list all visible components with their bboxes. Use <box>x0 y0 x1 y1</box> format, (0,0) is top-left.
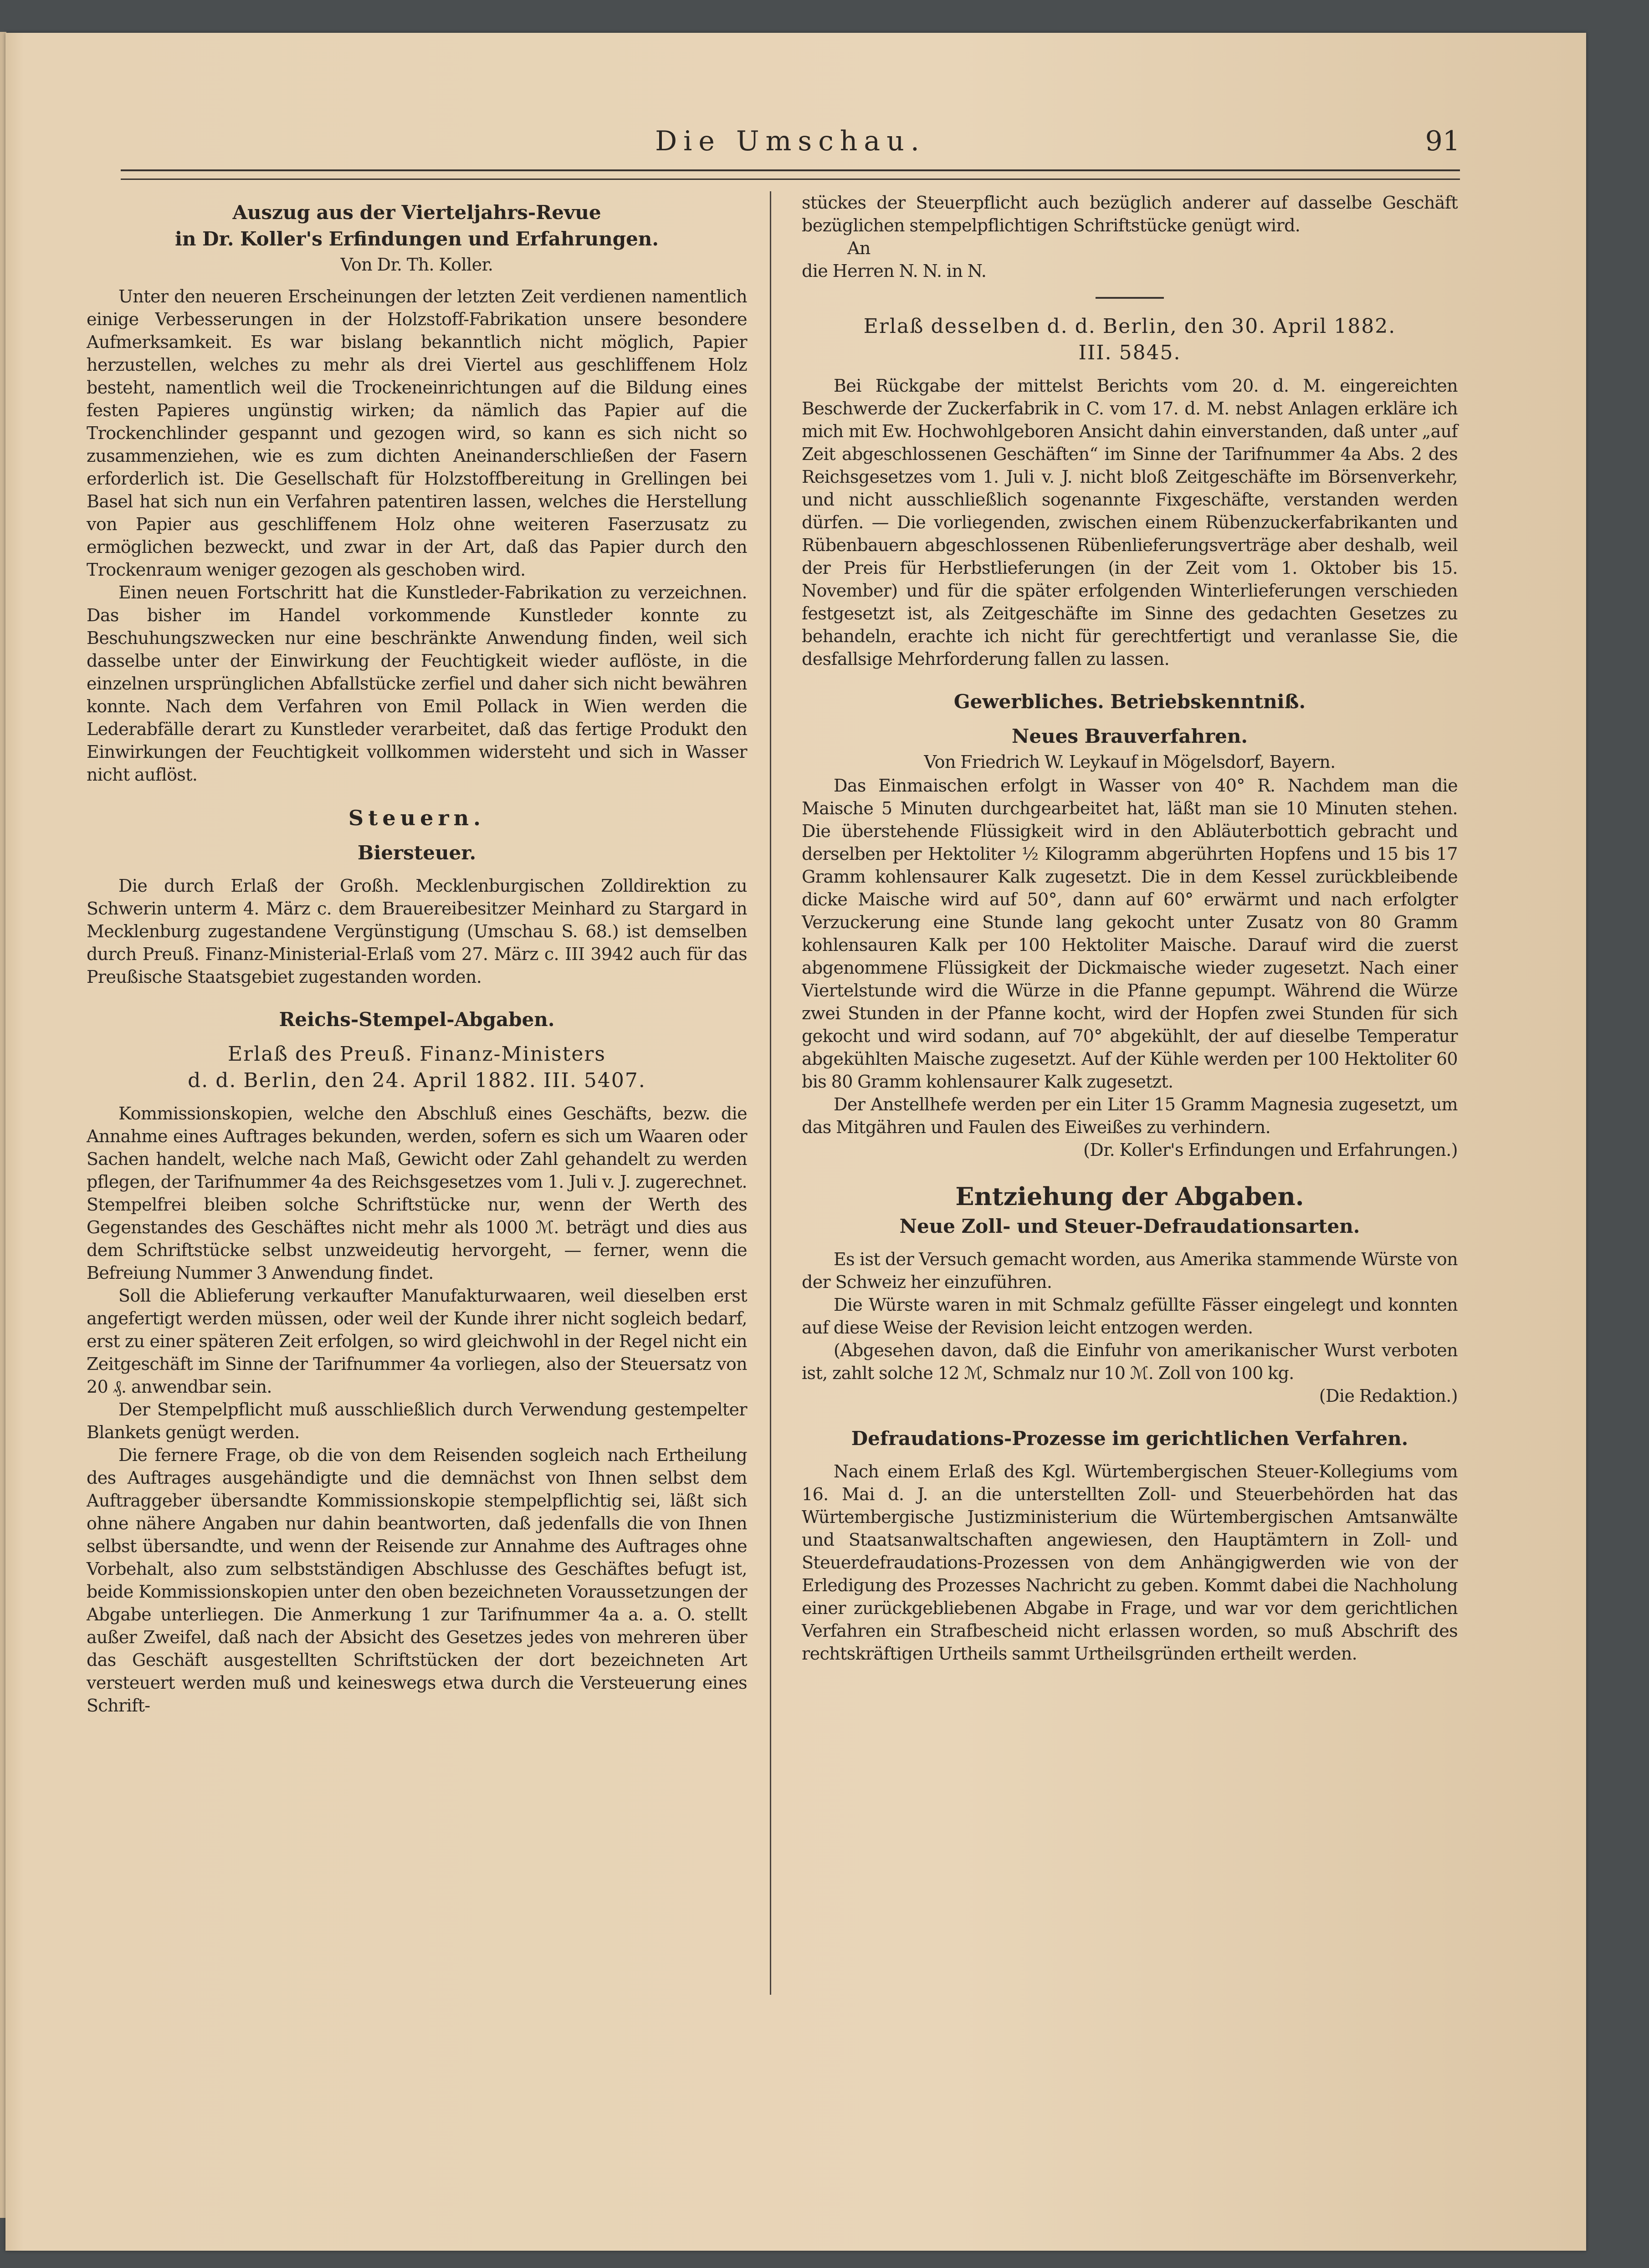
subheading-defraudation-prozesse: Defraudations-Prozesse im gerichtlichen Verfahren. <box>851 1427 1408 1450</box>
paragraph: Kommissionskopien, welche den Abschluß eines Geschäfts, bezw. die Annahme eines Auftrages bekunden, werden, sofern es sich um Waaren oder Sachen handelt, welche nach Maß, Gewicht oder Zahl gehandelt zu werden pflegen, der Tarifnummer 4a des Reichsgesetzes vom 1. Juli v. J. zugerechnet. Stempelfrei bleiben solche Schriftstücke nur, wenn der Werth des Gegenstandes des Geschäftes nicht mehr als 1000 ℳ. beträgt und dies aus dem Schriftstücke selbst unzweideutig hervorgeht, — ferner, wenn die Befreiung Nummer 3 Anwendung findet. <box>87 1103 747 1283</box>
address-an: An <box>847 238 871 258</box>
erlass-line2: d. d. Berlin, den 24. April 1882. III. 5407. <box>188 1069 646 1092</box>
paragraph: Nach einem Erlaß des Kgl. Würtembergischen Steuer-Kollegiums vom 16. Mai d. J. an die unterstellten Zoll- und Steuerbehörden hat das Würtembergische Justizministerium die Würtembergischen Amtsanwälte und Staatsanwaltschaften angewiesen, den Hauptämtern in Zoll- und Steuerdefraudations-Prozessen von dem Anhängigwerden wie von der Erledigung des Prozesses Nachricht zu geben. Kommt dabei die Nachholung einer zurückgebliebenen Abgabe in Frage, und war vor dem gerichtlichen Verfahren ein Strafbescheid nicht erlassen worden, so muß Abschrift des rechtskräftigen Urtheils sammt Urtheilsgründen ertheilt werden. <box>802 1461 1458 1664</box>
article-title-line2: in Dr. Koller's Erfindungen und Erfahrungen. <box>175 228 659 250</box>
page-number: 91 <box>1425 125 1460 157</box>
paragraph-continuation: stückes der Steuerpflicht auch bezüglich anderer auf dasselbe Geschäft bezüglichen stempelpflichtigen Schriftstücke genügt wird. <box>802 193 1458 235</box>
left-column <box>87 191 747 1717</box>
paragraph: Die durch Erlaß der Großh. Mecklenburgischen Zolldirektion zu Schwerin unterm 4. März c. dem Brauereibesitzer Meinhard zu Stargard in Mecklenburg zugestandene Vergünstigung (Umschau S. 68.) ist demselben durch Preuß. Finanz-Ministerial-Erlaß vom 27. März c. III 3942 auch für das Preußische Staatsgebiet zugestanden worden. <box>87 876 747 987</box>
erlass2-line2: III. 5845. <box>1078 341 1181 364</box>
paragraph: Soll die Ablieferung verkaufter Manufakturwaaren, weil dieselben erst angefertigt werden müssen, oder weil der Kunde ihrer nicht sogleich bedarf, erst zu einer späteren Zeit erfolgen, so wird gleichwohl in der Regel nicht ein Zeitgeschäft im Sinne der Tarifnummer 4a vorliegen, also der Steuersatz von 20 ₰. anwendbar sein. <box>87 1286 747 1397</box>
article-byline: Von Dr. Th. Koller. <box>340 255 493 275</box>
separator-rule <box>1096 297 1164 299</box>
source-note: (Dr. Koller's Erfindungen und Erfahrungen.) <box>1083 1140 1458 1160</box>
header-rule-bottom <box>121 179 1460 180</box>
paragraph: Einen neuen Fortschritt hat die Kunstleder-Fabrikation zu verzeichnen. Das bisher im Handel vorkommende Kunstleder konnte zu Beschuhungszwecken nur eine beschränkte Anwendung finden, weil sich dasselbe unter der Einwirkung der Feuchtigkeit wieder auflöste, in die einzelnen ursprünglichen Abfallstücke zerfiel und daher sich nicht bewähren konnte. Nach dem Verfahren von Emil Pollack in Wien werden die Lederabfälle derart zu Kunstleder verarbeitet, daß das fertige Produkt den Einwirkungen der Feuchtigkeit vollkommen widersteht und sich in Wasser nicht auflöst. <box>87 582 747 785</box>
right-column <box>802 191 1458 1665</box>
section-heading-gewerbliches: Gewerbliches. Betriebskenntniß. <box>953 690 1306 713</box>
paragraph: Die Würste waren in mit Schmalz gefüllte Fässer eingelegt und konnten auf diese Weise der Revision leicht entzogen werden. <box>802 1295 1458 1338</box>
paragraph: Unter den neueren Erscheinungen der letzten Zeit verdienen namentlich einige Verbesserungen in der Holzstoff-Fabrikation unsere besondere Aufmerksamkeit. Es war bislang bekanntlich nicht möglich, Papier herzustellen, welches zu mehr als drei Viertel aus geschliffenem Holz besteht, namentlich weil die Trockeneinrichtungen auf die Bildung eines festen Papieres ungünstig wirken; da nämlich das Papier auf die Trockenchlinder gespannt und gezogen wird, so kann es sich nicht so zusammenziehen, wie es zum dichten Aneinanderschließen der Fasern erforderlich ist. Die Gesellschaft für Holzstoffbereitung in Grellingen bei Basel hat sich nun ein Verfahren patentiren lassen, welches die Herstellung von Papier aus geschliffenem Holz ohne weiteren Faserzusatz zu ermöglichen bezweckt, und zwar in der Art, daß das Papier durch den Trockenraum weniger gezogen als geschoben wird. <box>87 286 747 580</box>
subheading-stempel: Reichs-Stempel-Abgaben. <box>279 1008 555 1031</box>
article-title-line1: Auszug aus der Vierteljahrs-Revue <box>232 201 601 224</box>
section-heading-entziehung: Entziehung der Abgaben. <box>955 1182 1304 1211</box>
running-header <box>121 121 1460 162</box>
address-recipients: die Herren N. N. in N. <box>802 261 987 281</box>
paragraph: Der Anstellhefe werden per ein Liter 15 Gramm Magnesia zugesetzt, um das Mitgähren und Faulen des Eiweißes zu verhindern. <box>802 1094 1458 1137</box>
paragraph: Bei Rückgabe der mittelst Berichts vom 20. d. M. eingereichten Beschwerde der Zuckerfabrik in C. vom 17. d. M. nebst Anlagen erkläre ich mich mit Ew. Hochwohlgeboren Ansicht dahin einverstanden, daß unter „auf Zeit abgeschlossenen Geschäften“ im Sinne der Tarifnummer 4a Abs. 2 des Reichsgesetzes vom 1. Juli v. J. nicht bloß Zeitgeschäfte im Börsenverkehr, und nicht ausschließlich sogenannte Fixgeschäfte, verstanden werden dürfen. — Die vorliegenden, zwischen einem Rübenzuckerfabrikanten und Rübenbauern abgeschlossenen Rübenlieferungsverträge aber deshalb, weil der Preis für Herbstlieferungen (in der Zeit vom 1. Oktober bis 15. November) und für die später erfolgenden Winterlieferungen verschieden festgesetzt ist, als Zeitgeschäfte im Sinne des gedachten Gesetzes zu behandeln, erachte ich nicht für gerechtfertigt und veranlasse Sie, die desfallsige Mehrforderung fallen zu lassen. <box>802 376 1458 669</box>
header-rule-top <box>121 169 1460 171</box>
paragraph: Es ist der Versuch gemacht worden, aus Amerika stammende Würste von der Schweiz her einzuführen. <box>802 1249 1458 1292</box>
subheading-biersteuer: Biersteuer. <box>357 842 476 864</box>
editor-note: (Die Redaktion.) <box>1319 1386 1458 1406</box>
section-heading-steuern: Steuern. <box>348 806 486 830</box>
erlass-line1: Erlaß des Preuß. Finanz-Ministers <box>228 1042 606 1066</box>
journal-title: Die Umschau. <box>655 125 926 157</box>
paragraph: (Abgesehen davon, daß die Einfuhr von amerikanischer Wurst verboten ist, zahlt solche 12 ℳ, Schmalz nur 10 ℳ. Zoll von 100 kg. <box>802 1340 1458 1383</box>
erlass2-line1: Erlaß desselben d. d. Berlin, den 30. April 1882. <box>863 315 1396 338</box>
article-byline: Von Friedrich W. Leykauf in Mögelsdorf, Bayern. <box>924 752 1336 772</box>
column-divider <box>770 191 771 1995</box>
paragraph: Der Stempelpflicht muß ausschließlich durch Verwendung gestempelter Blankets genügt werden. <box>87 1400 747 1442</box>
subheading-brauverfahren: Neues Brauverfahren. <box>1011 725 1248 747</box>
subheading-defraudationsarten: Neue Zoll- und Steuer-Defraudationsarten. <box>899 1215 1360 1237</box>
paragraph: Die fernere Frage, ob die von dem Reisenden sogleich nach Ertheilung des Auftrages ausgehändigte und die demnächst von Ihnen selbst dem Auftraggeber übersandte Kommissionskopie stempelpflichtig sei, läßt sich ohne nähere Angaben nur dahin beantworten, daß jedenfalls die von Ihnen selbst übersandte, und wenn der Reisende zur Annahme des Auftrages ohne Vorbehalt, also zum selbstständigen Abschlusse des Geschäftes befugt ist, beide Kommissionskopien unter den oben bezeichneten Voraussetzungen der Abgabe unterliegen. Die Anmerkung 1 zur Tarifnummer 4a a. a. O. stellt außer Zweifel, daß nach der Absicht des Gesetzes jedes von mehreren über das Geschäft ausgestellten Schriftstücken der dort bezeichneten Art versteuert werden muß und keineswegs etwa durch die Versteuerung eines Schrift- <box>87 1445 747 1716</box>
paragraph: Das Einmaischen erfolgt in Wasser von 40° R. Nachdem man die Maische 5 Minuten durchgearbeitet hat, läßt man sie 10 Minuten stehen. Die überstehende Flüssigkeit wird in den Abläuterbottich gebracht und derselben per Hektoliter ½ Kilogramm abgerührten Hopfens und 15 bis 17 Gramm kohlensaurer Kalk zugesetzt. Die in dem Kessel zurückbleibende dicke Maische wird auf 50°, dann auf 60° erwärmt und nach erfolgter Verzuckerung eine Stunde lang gekocht unter Zusatz von 80 Gramm kohlensauren Kalk per 100 Hektoliter Maische. Darauf wird die zuerst abgenommene Flüssigkeit der Dickmaische wieder zugesetzt. Nach einer Viertelstunde wird die Würze in die Pfanne gepumpt. Während die Würze zwei Stunden in der Pfanne kocht, wird der Hopfen zwei Stunden für sich gekocht und wird sodann, auf 70° abgekühlt, der auf dieselbe Temperatur abgekühlten Maische zugesetzt. Auf der Kühle werden per 100 Hektoliter 60 bis 80 Gramm kohlensaurer Kalk zugesetzt. <box>802 776 1458 1092</box>
